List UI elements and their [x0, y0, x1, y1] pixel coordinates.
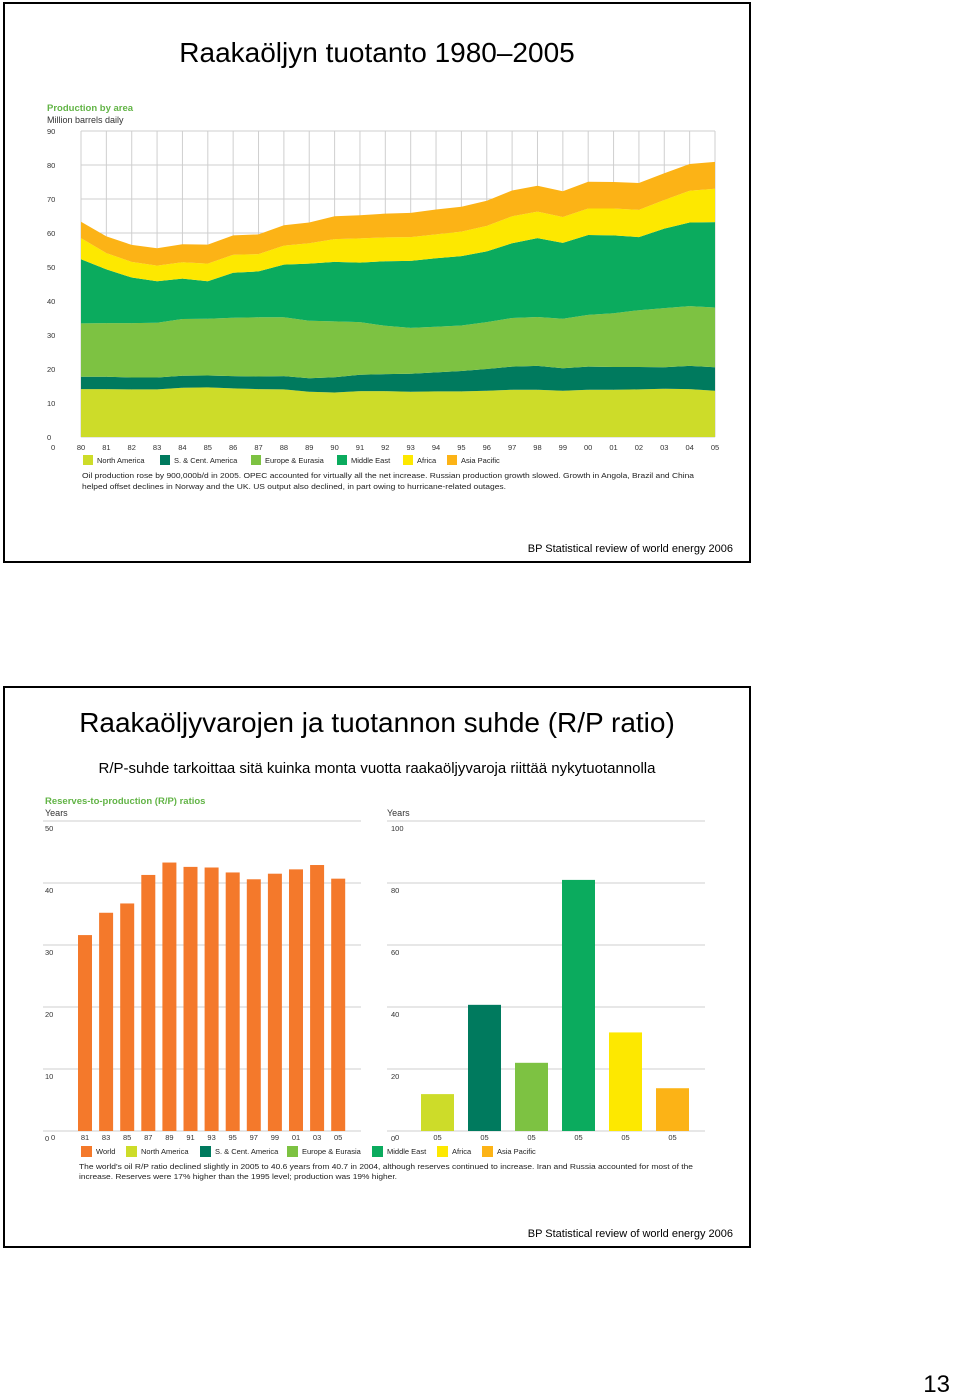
- bar-world: [162, 863, 176, 1131]
- legend-label: Africa: [452, 1147, 472, 1156]
- x-tick-label: 95: [457, 443, 466, 452]
- y-tick-label: 0: [47, 433, 52, 442]
- chart-caption-line: helped offset declines in Norway and the UK. US output also declined, in part owing to hurricane-related outages.: [82, 482, 506, 491]
- y-tick-label: 20: [391, 1072, 400, 1081]
- x-tick-label: 05: [480, 1133, 489, 1142]
- y-tick-label: 30: [45, 948, 54, 957]
- bar-world: [141, 875, 155, 1131]
- y-axis-unit: Million barrels daily: [47, 115, 124, 125]
- legend-swatch: [251, 455, 261, 465]
- x-tick-label: 82: [127, 443, 136, 452]
- legend-label: Middle East: [387, 1147, 427, 1156]
- bar-region: [515, 1063, 548, 1131]
- y-tick-label: 80: [47, 161, 56, 170]
- area-north-america: [81, 387, 715, 437]
- x-tick-label: 94: [431, 443, 441, 452]
- y-tick-label: 20: [47, 365, 56, 374]
- legend-label: Europe & Eurasia: [302, 1147, 361, 1156]
- x-tick-label: 85: [123, 1133, 132, 1142]
- y-tick-label: 80: [391, 886, 400, 895]
- chart-caption-line: Oil production rose by 900,000b/d in 2005. OPEC accounted for virtually all the net increase. Russian production growth slowed. Growth in Angola, Brazil and China: [82, 471, 695, 480]
- x-tick-label: 05: [334, 1133, 343, 1142]
- slide-production: [3, 2, 751, 563]
- x-tick-label: 99: [558, 443, 568, 452]
- x-tick-label: 88: [279, 443, 289, 452]
- chart-caption-line: increase. Reserves were 17% higher than the 1995 level; production was 19% higher.: [79, 1172, 397, 1181]
- legend-label: S. & Cent. America: [215, 1147, 279, 1156]
- x-tick-label: 90: [330, 443, 339, 452]
- legend-swatch: [287, 1146, 298, 1157]
- x-tick-label: 87: [144, 1133, 153, 1142]
- y-tick-label: 30: [47, 331, 56, 340]
- bar-world: [331, 879, 345, 1131]
- y-tick-label: 60: [391, 948, 400, 957]
- x-tick-label: 05: [574, 1133, 583, 1142]
- y-tick-label: 50: [45, 824, 54, 833]
- x-tick-label: 96: [482, 443, 491, 452]
- y-tick-label: 40: [45, 886, 54, 895]
- y-tick-label: 40: [47, 297, 56, 306]
- bar-region: [421, 1094, 454, 1131]
- bar-world: [99, 913, 113, 1131]
- x-tick-label: 95: [228, 1133, 237, 1142]
- x-tick-label: 91: [186, 1133, 195, 1142]
- x-tick-label: 01: [609, 443, 618, 452]
- x-tick-label: 01: [291, 1133, 301, 1142]
- y-tick-label: 20: [45, 1010, 54, 1019]
- legend-swatch: [160, 455, 170, 465]
- bar-region: [468, 1005, 501, 1131]
- legend-label: Asia Pacific: [461, 456, 500, 465]
- slide-title: Raakaöljyn tuotanto 1980–2005: [179, 37, 575, 68]
- bar-world: [247, 879, 261, 1131]
- legend-swatch: [372, 1146, 383, 1157]
- bar-world: [268, 874, 282, 1131]
- x-tick-label: 98: [533, 443, 542, 452]
- legend-label: Africa: [417, 456, 437, 465]
- bar-region: [609, 1032, 642, 1131]
- page-number: 13: [923, 1371, 950, 1398]
- bar-region: [562, 880, 595, 1131]
- x-tick-label: 83: [152, 443, 162, 452]
- slide-title: Raakaöljyvarojen ja tuotannon suhde (R/P ratio): [79, 707, 675, 738]
- bar-world: [289, 869, 303, 1131]
- slide-rp-ratio: [3, 686, 751, 1248]
- y-tick-label: 100: [391, 824, 404, 833]
- y-tick-label: 50: [47, 263, 56, 272]
- x-origin-label: 0: [395, 1133, 400, 1142]
- x-tick-label: 03: [660, 443, 669, 452]
- legend-label: Middle East: [351, 456, 391, 465]
- legend-swatch: [126, 1146, 137, 1157]
- rp-ratio-charts: [5, 688, 749, 1246]
- x-tick-label: 97: [249, 1133, 258, 1142]
- x-tick-label: 80: [76, 443, 86, 452]
- production-area-chart: [5, 4, 749, 561]
- x-tick-label: 89: [165, 1133, 174, 1142]
- x-tick-label: 93: [207, 1133, 216, 1142]
- x-tick-label: 83: [101, 1133, 111, 1142]
- chart-caption-line: The world's oil R/P ratio declined slightly in 2005 to 40.6 years from 40.7 in 2004, although reserves continued to increase. Iran and Russia accounted for most of the: [79, 1162, 693, 1171]
- legend-label: Asia Pacific: [497, 1147, 536, 1156]
- legend-label: World: [96, 1147, 116, 1156]
- x-tick-label: 05: [621, 1133, 630, 1142]
- legend-label: S. & Cent. America: [174, 456, 238, 465]
- y-tick-label: 0: [391, 1134, 396, 1143]
- y-tick-label: 40: [391, 1010, 400, 1019]
- y-axis-unit: Years: [387, 808, 410, 818]
- slide-subtitle: R/P-suhde tarkoittaa sitä kuinka monta vuotta raakaöljyvaroja riittää nykytuotannolla: [98, 760, 656, 777]
- legend-swatch: [447, 455, 457, 465]
- x-tick-label: 02: [634, 443, 644, 452]
- x-tick-label: 93: [406, 443, 415, 452]
- bar-world: [310, 865, 324, 1131]
- x-tick-label: 85: [203, 443, 212, 452]
- bar-world: [184, 867, 198, 1131]
- bar-world: [120, 903, 134, 1131]
- x-tick-label: 84: [178, 443, 187, 452]
- x-tick-label: 89: [305, 443, 314, 452]
- y-tick-label: 70: [47, 195, 56, 204]
- x-tick-label: 05: [433, 1133, 442, 1142]
- x-tick-label: 91: [355, 443, 365, 452]
- legend-label: North America: [97, 456, 145, 465]
- x-tick-label: 81: [80, 1133, 90, 1142]
- y-tick-label: 10: [47, 399, 56, 408]
- source-credit: BP Statistical review of world energy 2006: [527, 1228, 733, 1240]
- x-tick-label: 00: [584, 443, 593, 452]
- chart-heading: Production by area: [47, 103, 134, 114]
- legend-swatch: [437, 1146, 448, 1157]
- x-tick-label: 87: [254, 443, 263, 452]
- y-tick-label: 90: [47, 127, 56, 136]
- bar-world: [226, 872, 240, 1131]
- bar-world: [78, 935, 92, 1131]
- x-tick-label: 86: [228, 443, 238, 452]
- x-tick-label: 05: [527, 1133, 536, 1142]
- y-axis-unit: Years: [45, 808, 68, 818]
- x-origin-label: 0: [51, 1133, 56, 1142]
- x-tick-label: 03: [312, 1133, 322, 1142]
- x-tick-label: 99: [270, 1133, 280, 1142]
- x-tick-label: 97: [507, 443, 517, 452]
- y-tick-label: 60: [47, 229, 56, 238]
- source-credit: BP Statistical review of world energy 2006: [527, 543, 733, 555]
- legend-swatch: [482, 1146, 493, 1157]
- chart-heading: Reserves-to-production (R/P) ratios: [45, 796, 206, 807]
- legend-swatch: [337, 455, 347, 465]
- x-origin-label: 0: [51, 443, 56, 452]
- x-tick-label: 04: [685, 443, 694, 452]
- legend-swatch: [83, 455, 93, 465]
- x-tick-label: 81: [102, 443, 111, 452]
- y-tick-label: 0: [45, 1134, 50, 1143]
- x-tick-label: 05: [710, 443, 720, 452]
- x-tick-label: 05: [668, 1133, 677, 1142]
- bar-world: [205, 868, 219, 1132]
- x-tick-label: 92: [381, 443, 390, 452]
- legend-label: North America: [141, 1147, 189, 1156]
- y-tick-label: 10: [45, 1072, 54, 1081]
- legend-swatch: [200, 1146, 211, 1157]
- legend-swatch: [403, 455, 413, 465]
- bar-region: [656, 1088, 689, 1131]
- legend-swatch: [81, 1146, 92, 1157]
- legend-label: Europe & Eurasia: [265, 456, 324, 465]
